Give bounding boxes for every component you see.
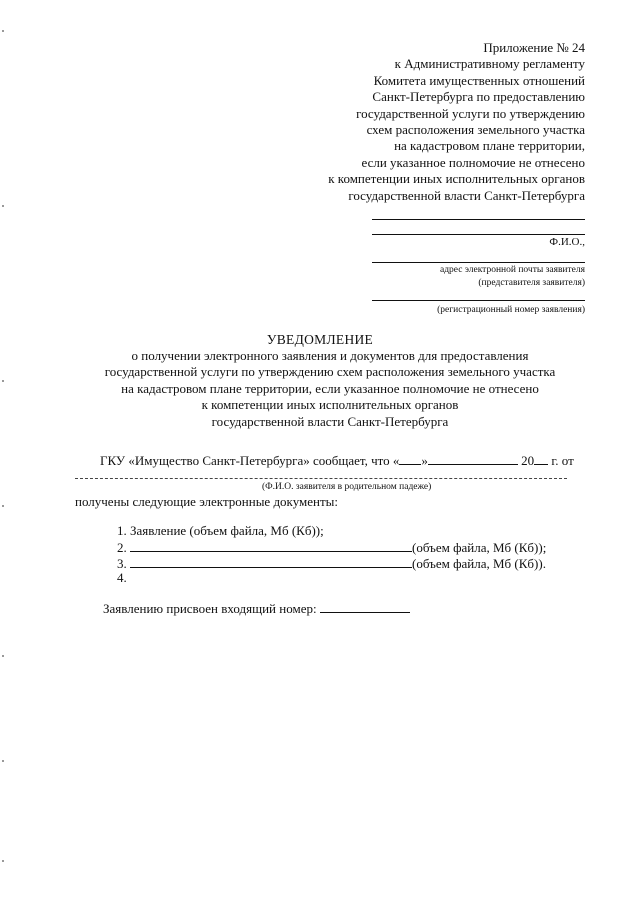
year-blank[interactable]	[534, 452, 548, 465]
email-line	[372, 262, 585, 263]
day-blank[interactable]	[399, 452, 421, 465]
assigned-number-text: Заявлению присвоен входящий номер:	[103, 601, 317, 616]
scan-mark	[2, 30, 4, 32]
subtitle-line: о получении электронного заявления и документов для предоставления	[131, 348, 529, 363]
recipient-fio-line-1	[372, 219, 585, 220]
assigned-number-row	[103, 600, 410, 617]
reg-number-line	[372, 300, 585, 301]
document-3-suffix: (объем файла, Мб (Кб)).	[412, 556, 546, 571]
intro-end: г. от	[551, 453, 574, 468]
intro-text: ГКУ «Имущество Санкт-Петербурга» сообщает, что «	[100, 453, 400, 468]
document-number: 3.	[117, 556, 127, 571]
document-2-suffix: (объем файла, Мб (Кб));	[412, 540, 547, 555]
recipient-fio-line-2	[372, 234, 585, 235]
fio-genitive-label: (Ф.И.О. заявителя в родительном падеже)	[262, 482, 432, 492]
scan-mark	[2, 760, 4, 762]
document-item-1: 1. Заявление (объем файла, Мб (Кб));	[117, 523, 324, 538]
month-blank[interactable]	[428, 452, 518, 465]
scan-mark	[2, 205, 4, 207]
intro-year: 20	[521, 453, 535, 468]
intro-line	[100, 452, 574, 469]
email-label: адрес электронной почты заявителя	[439, 265, 585, 275]
document-3-blank[interactable]	[130, 555, 412, 568]
received-text: получены следующие электронные документы:	[75, 494, 339, 509]
incoming-number-blank[interactable]	[320, 600, 410, 613]
document-number: 2.	[117, 540, 127, 555]
intro-quote-close: »	[421, 453, 428, 468]
document-item-2	[117, 539, 546, 556]
appendix-line: государственной услуги по утверждению	[356, 105, 585, 121]
scan-mark	[2, 505, 4, 507]
appendix-line: на кадастровом плане территории,	[394, 138, 585, 154]
scan-mark	[2, 380, 4, 382]
appendix-line: если указанное полномочие не отнесено	[361, 154, 585, 170]
appendix-line: к компетенции иных исполнительных органов	[328, 171, 585, 187]
notice-title: УВЕДОМЛЕНИЕ	[266, 332, 374, 347]
reg-number-label: (регистрационный номер заявления)	[437, 305, 585, 315]
subtitle-line: на кадастровом плане территории, если указанное полномочие не отнесено	[121, 380, 539, 396]
notice-subtitle	[100, 348, 560, 430]
appendix-line: Приложение № 24	[483, 40, 585, 55]
subtitle-line: к компетенции иных исполнительных органов	[201, 397, 459, 413]
document-item-3	[117, 555, 546, 572]
appendix-line: Комитета имущественных отношений	[373, 72, 585, 88]
fio-label: Ф.И.О.,	[549, 236, 585, 248]
appendix-header	[328, 40, 585, 204]
appendix-line: схем расположения земельного участка	[366, 122, 585, 138]
document-item-4: 4.	[117, 570, 127, 585]
subtitle-line: государственной власти Санкт-Петербурга	[211, 413, 449, 429]
appendix-line: Санкт-Петербурга по предоставлению	[372, 89, 585, 105]
fio-genitive-line	[75, 478, 567, 479]
appendix-line: к Административному регламенту	[394, 56, 585, 72]
document-2-blank[interactable]	[130, 539, 412, 552]
scan-mark	[2, 655, 4, 657]
scan-mark	[2, 860, 4, 862]
subtitle-line: государственной услуги по утверждению схем расположения земельного участка	[104, 364, 556, 380]
email-label-representative: (представителя заявителя)	[478, 278, 585, 288]
appendix-line: государственной власти Санкт-Петербурга	[348, 187, 585, 203]
